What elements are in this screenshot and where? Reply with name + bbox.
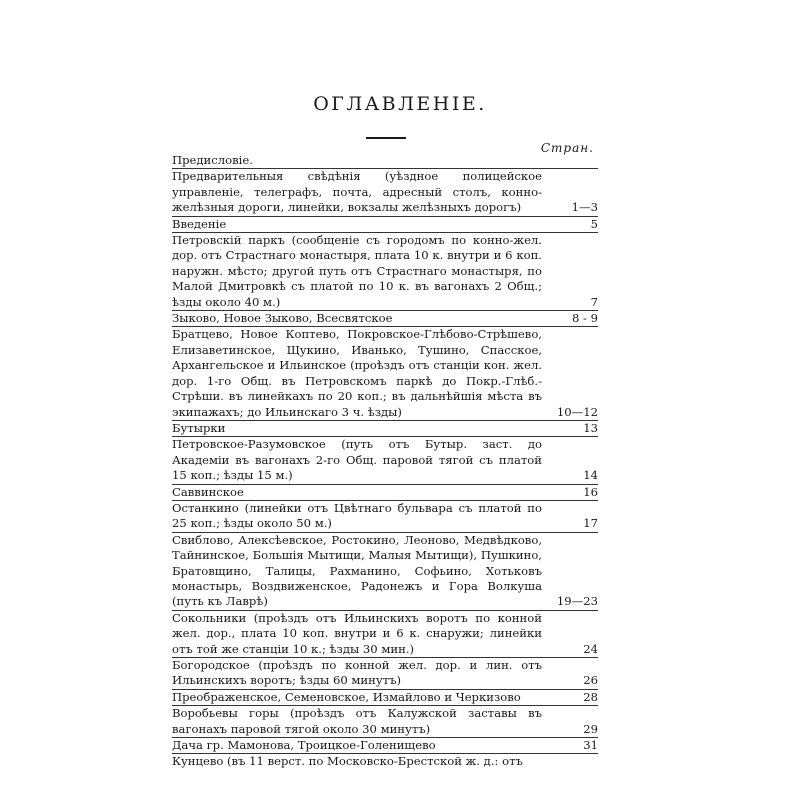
toc-entry-page: 28 <box>583 689 598 704</box>
toc-entry-text: Петровскій паркъ (сообщеніе съ городомъ по конно-жел. дор. отъ Страстнаго монастыря, плата 10 к. внутри и 6 коп. наружн. мѣсто; другой путь отъ Страстнаго монастыря, по Малой Дмитровкѣ съ платой по 10 к. въ вагонахъ 2 Общ.; ѣзды около 40 м.) <box>172 233 542 309</box>
toc-entry-text: Предварительныя свѣдѣнія (уѣздное полицейское управленіе, телеграфъ, почта, адресный столъ, конно-желѣзныя дороги, линейки, вокзалы желѣзныхъ дорогъ) <box>172 169 542 215</box>
toc-entry-text: Сокольники (проѣздъ отъ Ильинскихъ воротъ по конной жел. дор., плата 10 коп. внутри и 6 к. снаружи; линейки отъ той же станціи 10 к.; ѣзды 30 мин.) <box>172 610 542 656</box>
toc-entry <box>172 533 598 611</box>
toc-entry-page: 14 <box>583 468 598 483</box>
toc-entry-text: Дача гр. Мамонова, Троицкое-Голенищево <box>172 738 436 753</box>
toc-entry <box>172 153 598 169</box>
toc-entry-page: 16 <box>583 484 598 499</box>
toc-entry-text: Предисловіе. <box>172 153 253 167</box>
toc-entry-page: 8 - 9 <box>571 311 598 326</box>
toc-entry-text: Останкино (линейки отъ Цвѣтнаго бульвара съ платой по 25 коп.; ѣзды около 50 м.) <box>172 500 542 531</box>
toc-entry <box>172 233 598 311</box>
toc-entry-text: Кунцево (въ 11 верст. по Московско-Брестской ж. д.: отъ <box>172 754 523 769</box>
toc-entry <box>172 217 598 233</box>
toc-entry <box>172 738 598 754</box>
toc-entry <box>172 421 598 437</box>
toc-entry <box>172 706 598 738</box>
toc-entry-page: 31 <box>583 738 598 753</box>
toc-entry-page: 10—12 <box>556 404 598 419</box>
table-of-contents <box>172 153 598 770</box>
toc-entry-text: Свиблово, Алексѣевское, Ростокино, Леоново, Медвѣдково, Тайнинское, Большія Мытищи, Малыя Мытищи), Пушкино, Братовщино, Талицы, Рахманино, Софьино, Хотьковъ монастырь, Воздвиженское, Радонежъ и Гора Волкуша (путь къ Лаврѣ) <box>172 532 542 609</box>
toc-entry-page: 26 <box>583 673 598 688</box>
toc-entry <box>172 611 598 658</box>
toc-entry-text: Воробьевы горы (проѣздъ отъ Калужской заставы въ вагонахъ паровой тягой около 30 минутъ) <box>172 706 542 736</box>
toc-entry-text: Богородское (проѣздъ по конной жел. дор. и лин. отъ Ильинскихъ воротъ; ѣзды 60 минутъ) <box>172 658 542 688</box>
toc-entry <box>172 754 598 769</box>
toc-entry-page: 7 <box>590 294 598 309</box>
toc-entry-text: Петровское-Разумовское (путь отъ Бутыр. заст. до Академіи въ вагонахъ 2-го Общ. паровой тягой съ платой 15 коп.; ѣзды 15 м.) <box>172 437 542 483</box>
page-column-label: Стран. <box>540 141 594 155</box>
toc-entry-text: Зыково, Новое Зыково, Всесвятское <box>172 311 393 326</box>
toc-entry <box>172 437 598 484</box>
toc-entry-page: 1—3 <box>571 200 598 215</box>
toc-entry-page: 17 <box>583 516 598 531</box>
toc-entry-page: 19—23 <box>556 594 598 609</box>
toc-entry <box>172 485 598 501</box>
toc-entry <box>172 169 598 216</box>
toc-entry <box>172 501 598 533</box>
toc-entry-page: 24 <box>583 641 598 656</box>
toc-entry <box>172 658 598 690</box>
toc-entry-text: Саввинское <box>172 484 244 499</box>
toc-entry <box>172 311 598 327</box>
toc-entry <box>172 327 598 420</box>
toc-entry-text: Братцево, Новое Коптево, Покровское-Глѣбово-Стрѣшево, Елизаветинское, Щукино, Иванько, Тушино, Спасское, Архангельское и Ильинское (проѣздъ отъ станціи кон. жел. дор. 1-го Общ. въ Петровскомъ паркѣ до Покр.-Глѣб.-Стрѣши. въ линейкахъ по 20 коп.; въ дальнѣйшія мѣста въ экипажахъ; до Ильинскаго 3 ч. ѣзды) <box>172 327 542 419</box>
page-title: ОГЛАВЛЕНІЕ. <box>313 93 487 115</box>
toc-entry <box>172 690 598 706</box>
toc-entry-page: 29 <box>583 721 598 736</box>
toc-entry-text: Преображенское, Семеновское, Измайлово и Черкизово <box>172 689 521 704</box>
title-rule <box>366 137 406 139</box>
toc-entry-page: 13 <box>583 420 598 435</box>
toc-entry-page: 5 <box>590 216 598 231</box>
toc-entry-text: Введеніе <box>172 216 227 231</box>
toc-entry-text: Бутырки <box>172 420 226 435</box>
